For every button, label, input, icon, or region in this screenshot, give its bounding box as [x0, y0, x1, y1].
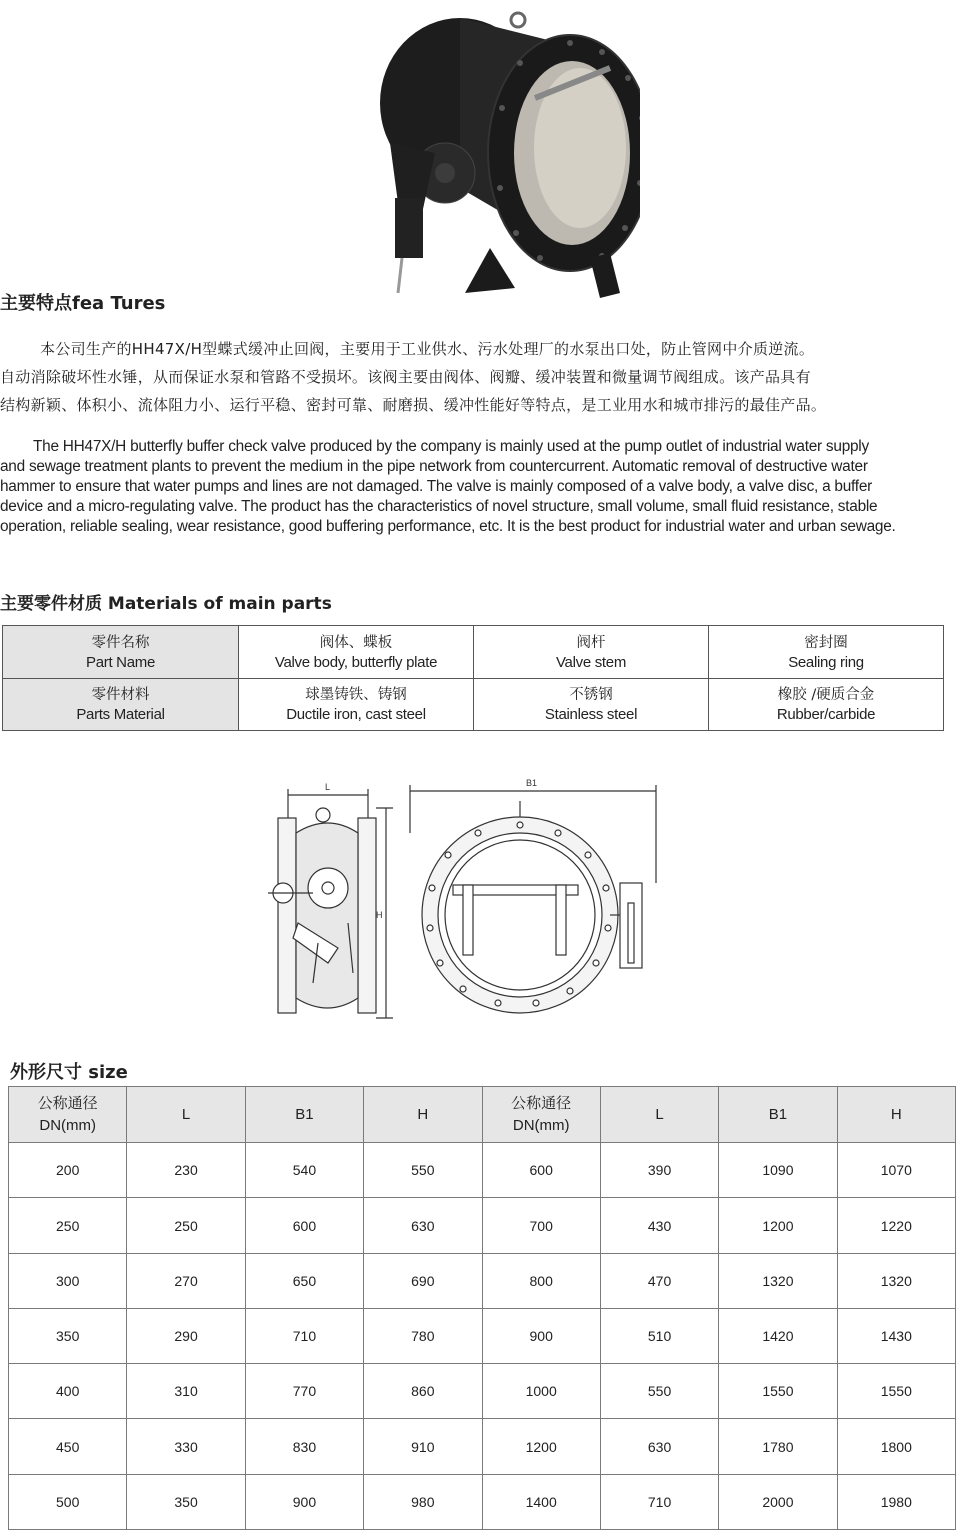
size-cell: 710: [245, 1308, 363, 1363]
size-cell: 1200: [719, 1198, 837, 1253]
size-cell: 900: [482, 1308, 600, 1363]
size-cell: 1800: [837, 1419, 955, 1474]
size-table-row: [9, 1308, 956, 1363]
size-cell: 330: [127, 1419, 245, 1474]
size-cell: 290: [127, 1308, 245, 1363]
size-cell: 690: [364, 1253, 482, 1308]
header-h: H: [364, 1087, 482, 1143]
row-header-cn: 零件名称: [91, 634, 150, 651]
size-table-row: [9, 1143, 956, 1198]
size-cell: 1780: [719, 1419, 837, 1474]
cell-en: Rubber/carbide: [776, 706, 876, 724]
label-l: L: [325, 782, 331, 792]
size-table-row: [9, 1198, 956, 1253]
cell-cn: 橡胶 /硬质合金: [777, 687, 875, 704]
row-header-en: Part Name: [86, 653, 155, 671]
size-cell: 540: [245, 1143, 363, 1198]
row-header-en: Parts Material: [76, 706, 165, 724]
header-h: H: [837, 1087, 955, 1143]
cell-cn: 不锈钢: [569, 687, 613, 704]
size-heading: 外形尺寸 size: [10, 1062, 128, 1083]
size-cell: 860: [364, 1364, 482, 1419]
materials-cell: [474, 626, 709, 679]
size-table-row: [9, 1364, 956, 1419]
size-cell: 270: [127, 1253, 245, 1308]
size-cell: 310: [127, 1364, 245, 1419]
size-cell: 1090: [719, 1143, 837, 1198]
size-cell: 600: [245, 1198, 363, 1253]
size-cell: 500: [9, 1474, 127, 1529]
features-heading: 主要特点fea Tures: [0, 293, 166, 314]
size-cell: 230: [127, 1143, 245, 1198]
cell-cn: 阀体、蝶板: [319, 634, 393, 651]
size-cell: 1000: [482, 1364, 600, 1419]
cell-en: Ductile iron, cast steel: [286, 706, 426, 724]
english-description-line: operation, reliable sealing, wear resistance, good buffering performance, etc. It is the best product for industrial water and urban sewage.: [0, 518, 896, 535]
size-cell: 1320: [719, 1253, 837, 1308]
label-b1: B1: [526, 778, 538, 788]
chinese-description-line: 自动消除破坏性水锤，从而保证水泵和管路不受损坏。该阀主要由阀体、阀瓣、缓冲装置和微量调节阀组成。该产品具有: [0, 368, 811, 386]
size-table-header: [9, 1087, 956, 1143]
english-description-line: hammer to ensure that water pumps and lines are not damaged. The valve is mainly composed of a valve body, a valve disc, a buffer: [0, 478, 873, 495]
size-cell: 770: [245, 1364, 363, 1419]
size-table-row: [9, 1474, 956, 1529]
header-b1: B1: [719, 1087, 837, 1143]
size-cell: 600: [482, 1143, 600, 1198]
size-cell: 630: [600, 1419, 718, 1474]
size-cell: 800: [482, 1253, 600, 1308]
size-cell: 1220: [837, 1198, 955, 1253]
size-cell: 470: [600, 1253, 718, 1308]
size-table-row: [9, 1419, 956, 1474]
size-cell: 700: [482, 1198, 600, 1253]
size-cell: 630: [364, 1198, 482, 1253]
cell-cn: 球墨铸铁、铸钢: [305, 687, 407, 704]
materials-cell: [474, 678, 709, 731]
cell-en: Valve body, butterfly plate: [274, 653, 438, 671]
materials-row: [3, 626, 944, 679]
size-cell: 450: [9, 1419, 127, 1474]
valve-product-photo: [340, 8, 640, 298]
label-h: H: [376, 910, 383, 920]
size-cell: 550: [600, 1364, 718, 1419]
technical-drawing: [258, 773, 678, 1031]
header-dn: 公称通径 DN(mm): [9, 1087, 127, 1143]
english-description-line: The HH47X/H butterfly buffer check valve produced by the company is mainly used at the pump outlet of industrial water supply: [33, 438, 869, 455]
materials-cell: [709, 626, 944, 679]
size-cell: 1070: [837, 1143, 955, 1198]
materials-cell: [239, 626, 474, 679]
size-cell: 350: [9, 1308, 127, 1363]
english-description-line: and sewage treatment plants to prevent the medium in the pipe network from countercurrent. Automatic removal of destructive water: [0, 458, 868, 475]
size-cell: 250: [127, 1198, 245, 1253]
size-cell: 200: [9, 1143, 127, 1198]
size-cell: 1550: [837, 1364, 955, 1419]
materials-heading: 主要零件材质 Materials of main parts: [0, 594, 332, 614]
size-cell: 1420: [719, 1308, 837, 1363]
size-table-row: [9, 1253, 956, 1308]
size-cell: 430: [600, 1198, 718, 1253]
header-dn: 公称通径 DN(mm): [482, 1087, 600, 1143]
size-cell: 350: [127, 1474, 245, 1529]
english-description: [0, 437, 960, 537]
size-cell: 1400: [482, 1474, 600, 1529]
english-description-line: device and a micro-regulating valve. The product has the characteristics of novel structure, small volume, small fluid resistance, stable: [0, 498, 878, 515]
size-cell: 300: [9, 1253, 127, 1308]
size-cell: 1320: [837, 1253, 955, 1308]
size-cell: 780: [364, 1308, 482, 1363]
chinese-description-line: 结构新颖、体积小、流体阻力小、运行平稳、密封可靠、耐磨损、缓冲性能好等特点，是工业用水和城市排污的最佳产品。: [0, 396, 827, 414]
materials-cell: [709, 678, 944, 731]
size-cell: 980: [364, 1474, 482, 1529]
size-cell: 390: [600, 1143, 718, 1198]
cell-en: Sealing ring: [788, 653, 864, 671]
row-header-cn: 零件材料: [91, 687, 150, 704]
materials-row: [3, 678, 944, 731]
size-cell: 1200: [482, 1419, 600, 1474]
header-l: L: [127, 1087, 245, 1143]
cell-cn: 阀杆: [576, 634, 606, 651]
size-table: [8, 1086, 956, 1530]
size-cell: 510: [600, 1308, 718, 1363]
size-cell: 400: [9, 1364, 127, 1419]
size-cell: 900: [245, 1474, 363, 1529]
size-cell: 910: [364, 1419, 482, 1474]
cell-cn: 密封圈: [804, 634, 848, 651]
materials-cell: [239, 678, 474, 731]
size-cell: 710: [600, 1474, 718, 1529]
size-cell: 1980: [837, 1474, 955, 1529]
cell-en: Valve stem: [555, 653, 627, 671]
header-b1: B1: [245, 1087, 363, 1143]
materials-table: [2, 625, 944, 731]
size-cell: 2000: [719, 1474, 837, 1529]
size-cell: 1550: [719, 1364, 837, 1419]
chinese-description: [0, 335, 960, 419]
materials-row-header: [3, 626, 239, 679]
size-cell: 550: [364, 1143, 482, 1198]
materials-row-header: [3, 678, 239, 731]
size-cell: 250: [9, 1198, 127, 1253]
size-cell: 1430: [837, 1308, 955, 1363]
cell-en: Stainless steel: [544, 706, 638, 724]
header-l: L: [600, 1087, 718, 1143]
size-cell: 830: [245, 1419, 363, 1474]
size-cell: 650: [245, 1253, 363, 1308]
chinese-description-line: 本公司生产的HH47X/H型蝶式缓冲止回阀，主要用于工业供水、污水处理厂的水泵出口处，防止管网中介质逆流。: [40, 340, 815, 358]
